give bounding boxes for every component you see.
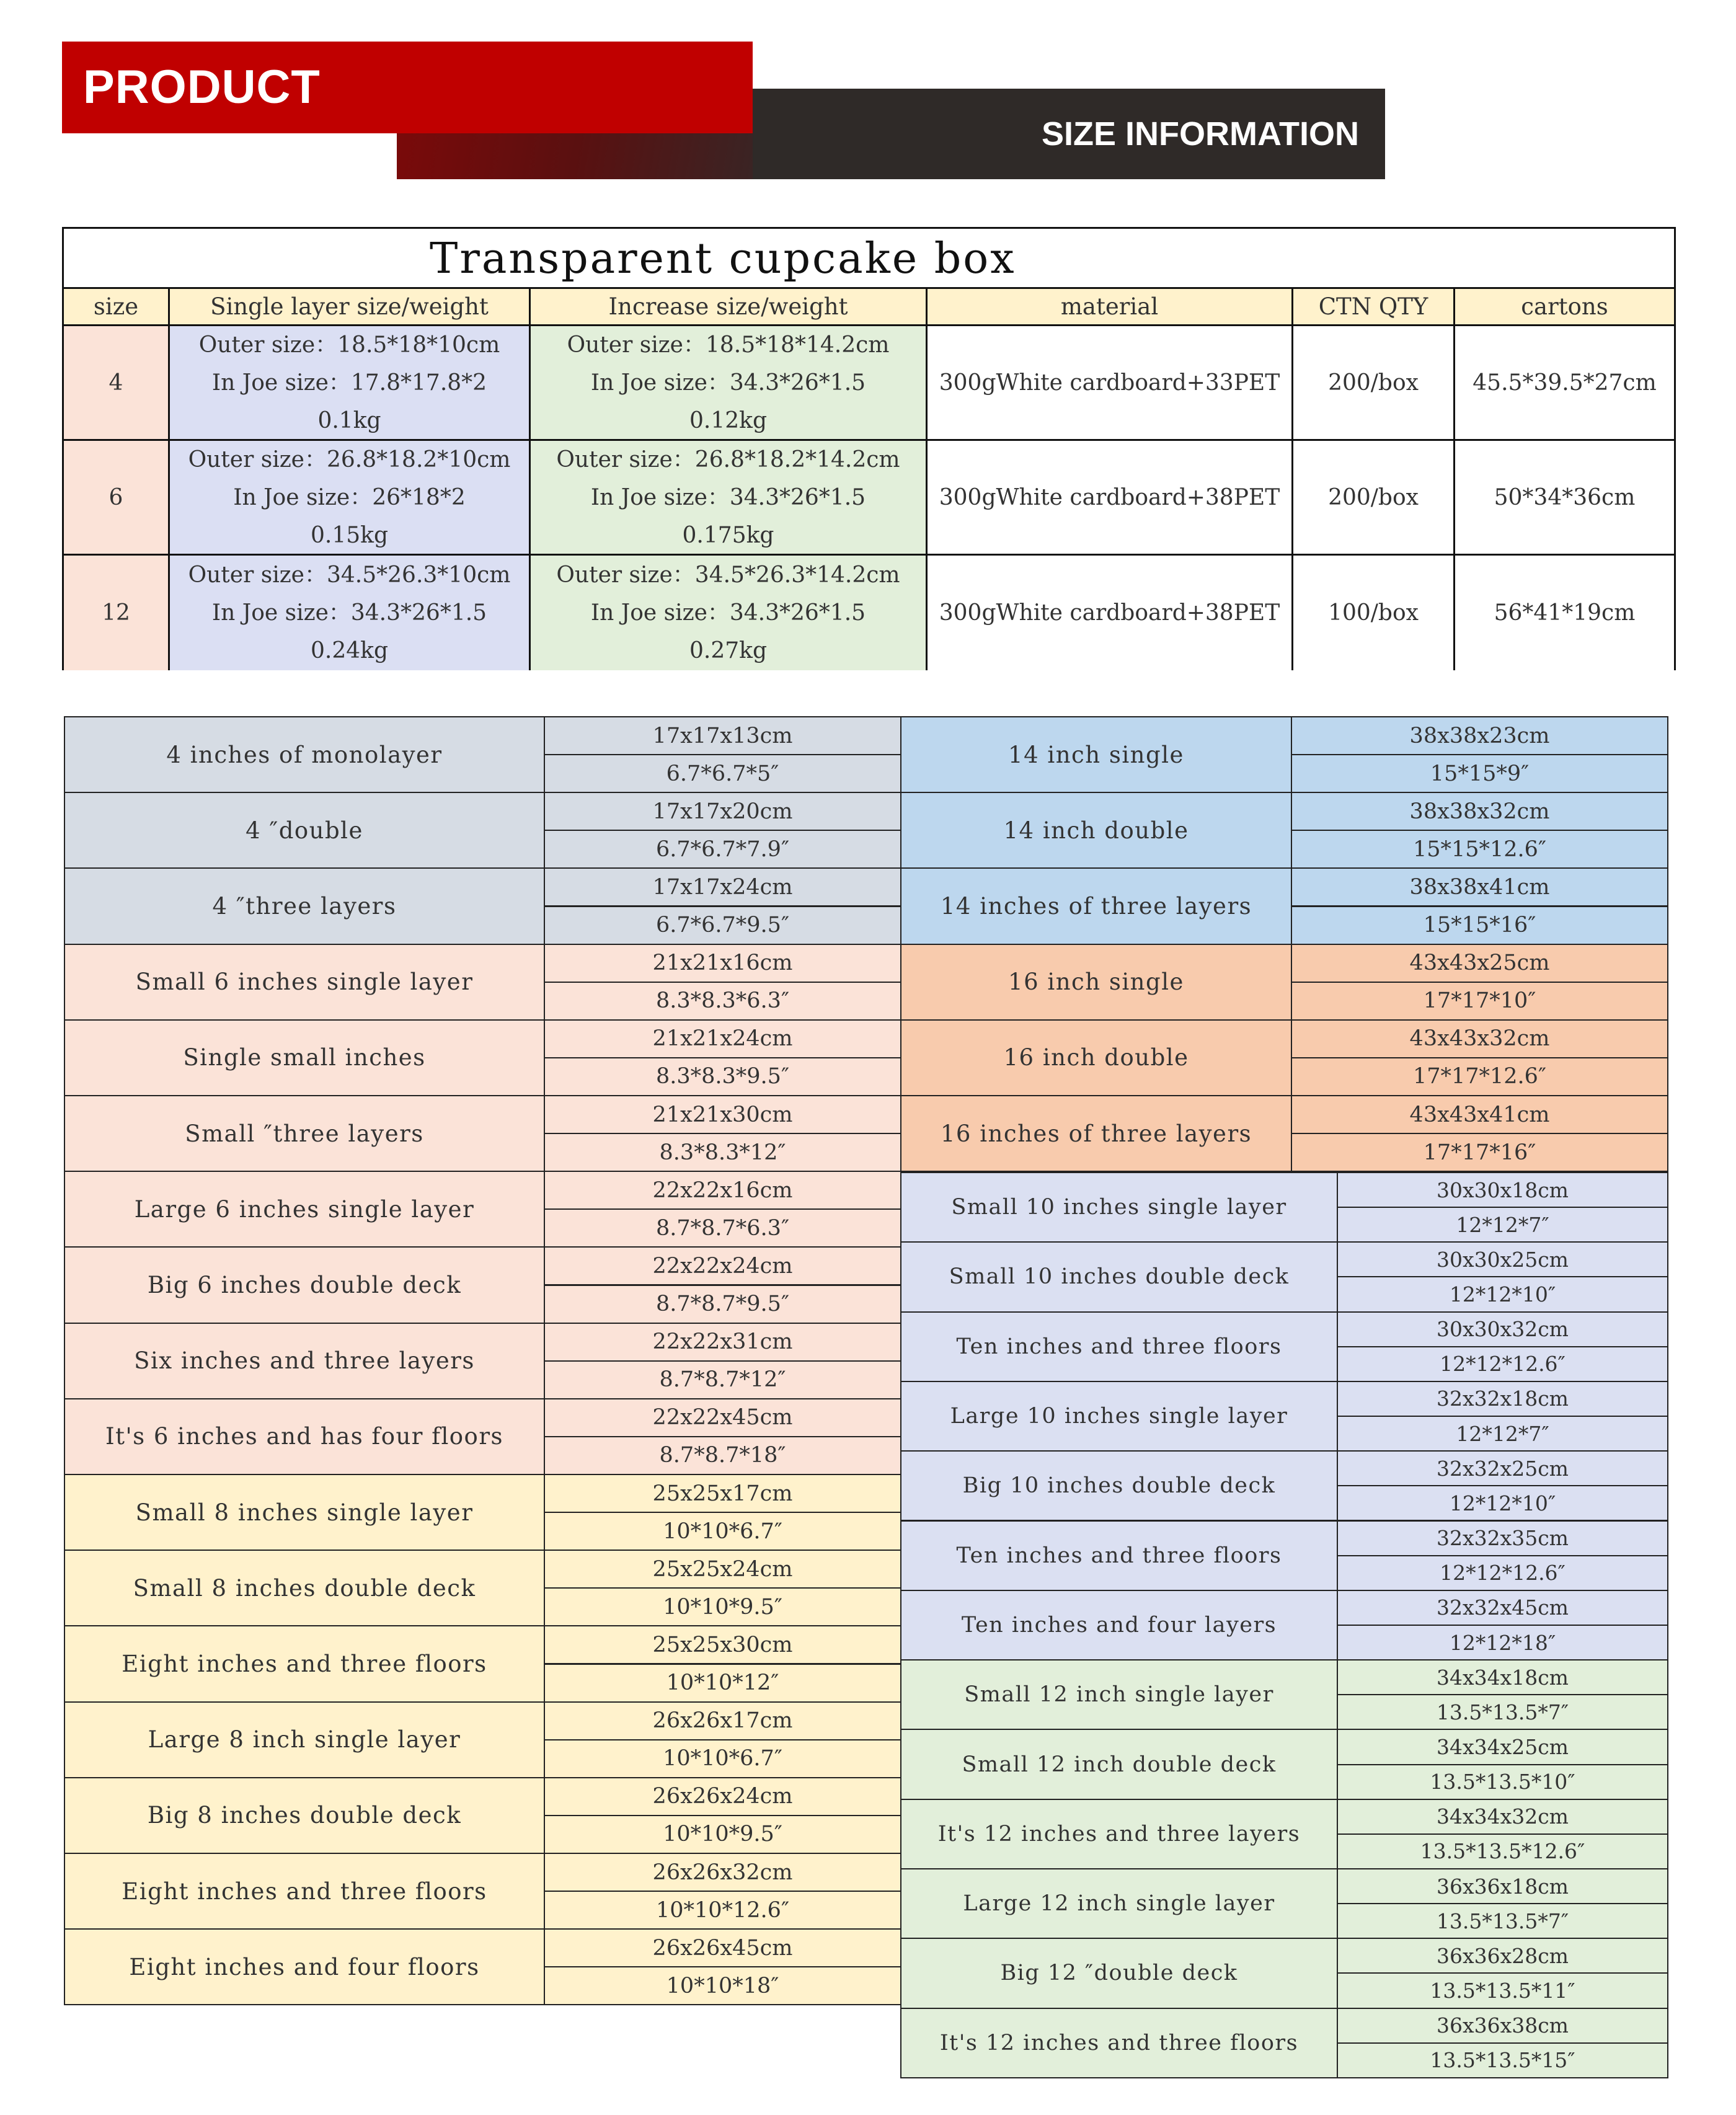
size-inch-cell: 17*17*12.6″ bbox=[1291, 1057, 1668, 1096]
size-cm-cell: 30x30x18cm bbox=[1337, 1172, 1668, 1208]
column-header-label: material bbox=[1060, 293, 1159, 320]
column-header-label: size bbox=[93, 293, 139, 320]
size-name-cell: Ten inches and four layers bbox=[900, 1590, 1338, 1661]
size-name-cell: Small 8 inches single layer bbox=[64, 1474, 545, 1551]
size-cm-cell: 43x43x25cm bbox=[1291, 944, 1668, 983]
size-inch-cell: 8.3*8.3*12″ bbox=[544, 1133, 901, 1172]
size-cell bbox=[64, 326, 170, 441]
column-header bbox=[1455, 289, 1674, 326]
size-cm-cell: 32x32x18cm bbox=[1337, 1381, 1668, 1417]
size-name-cell: Small 12 inch single layer bbox=[900, 1659, 1338, 1730]
material-value: 300gWhite cardboard+33PET bbox=[939, 370, 1280, 396]
size-name-cell: 4 inches of monolayer bbox=[64, 716, 545, 793]
size-inch-cell: 8.3*8.3*6.3″ bbox=[544, 982, 901, 1021]
size-inch-cell: 10*10*9.5″ bbox=[544, 1815, 901, 1854]
size-name-cell: Big 10 inches double deck bbox=[900, 1450, 1338, 1521]
size-inch-cell: 12*12*10″ bbox=[1337, 1485, 1668, 1521]
size-cm-cell: 36x36x18cm bbox=[1337, 1868, 1668, 1904]
size-cm-cell: 36x36x28cm bbox=[1337, 1938, 1668, 1974]
size-cm-cell: 25x25x30cm bbox=[544, 1625, 901, 1664]
material-value: 300gWhite cardboard+38PET bbox=[939, 484, 1280, 510]
size-name-cell: 14 inch single bbox=[900, 716, 1292, 793]
size-cm-cell: 22x22x31cm bbox=[544, 1323, 901, 1362]
size-name-cell: Small 6 inches single layer bbox=[64, 944, 545, 1021]
single-layer-cell bbox=[170, 441, 531, 556]
size-inch-cell: 10*10*6.7″ bbox=[544, 1739, 901, 1778]
size-name-cell: Ten inches and three floors bbox=[900, 1311, 1338, 1382]
single-layer-line: 0.1kg bbox=[317, 407, 381, 433]
size-cm-cell: 43x43x41cm bbox=[1291, 1095, 1668, 1134]
size-inch-cell: 12*12*18″ bbox=[1337, 1625, 1668, 1661]
size-inch-cell: 13.5*13.5*10″ bbox=[1337, 1764, 1668, 1800]
size-inch-cell: 10*10*12.6″ bbox=[544, 1891, 901, 1930]
size-inch-cell: 10*10*12″ bbox=[544, 1664, 901, 1703]
size-name-cell: Ten inches and three floors bbox=[900, 1520, 1338, 1591]
size-cm-cell: 32x32x35cm bbox=[1337, 1520, 1668, 1556]
size-inch-cell: 17*17*16″ bbox=[1291, 1133, 1668, 1172]
column-header bbox=[64, 289, 170, 326]
box-spec-table bbox=[62, 227, 1676, 670]
size-name-cell: Small 12 inch double deck bbox=[900, 1729, 1338, 1799]
size-name-cell: Big 8 inches double deck bbox=[64, 1777, 545, 1854]
ctn-qty-value: 100/box bbox=[1328, 600, 1419, 626]
size-value: 4 bbox=[108, 370, 123, 396]
size-cm-cell: 30x30x32cm bbox=[1337, 1311, 1668, 1347]
size-inch-cell: 10*10*9.5″ bbox=[544, 1587, 901, 1626]
size-inch-cell: 12*12*12.6″ bbox=[1337, 1555, 1668, 1591]
increase-line: In Joe size：34.3*26*1.5 bbox=[590, 600, 866, 626]
size-name-cell: 16 inches of three layers bbox=[900, 1095, 1292, 1172]
column-header bbox=[928, 289, 1293, 326]
size-name-cell: Small 8 inches double deck bbox=[64, 1550, 545, 1626]
single-layer-line: 0.24kg bbox=[310, 638, 388, 663]
size-name-cell: Big 6 inches double deck bbox=[64, 1246, 545, 1323]
size-inch-cell: 12*12*10″ bbox=[1337, 1276, 1668, 1312]
size-name-cell: Eight inches and three floors bbox=[64, 1625, 545, 1702]
size-inch-cell: 8.7*8.7*12″ bbox=[544, 1360, 901, 1399]
size-inch-cell: 8.3*8.3*9.5″ bbox=[544, 1057, 901, 1096]
ctn-qty-cell bbox=[1293, 326, 1455, 441]
size-name-cell: 16 inch double bbox=[900, 1019, 1292, 1096]
size-inch-cell: 6.7*6.7*7.9″ bbox=[544, 830, 901, 869]
single-layer-line: In Joe size：34.3*26*1.5 bbox=[211, 600, 487, 626]
material-value: 300gWhite cardboard+38PET bbox=[939, 600, 1280, 626]
size-name-cell: It's 12 inches and three floors bbox=[900, 2008, 1338, 2078]
cartons-value: 45.5*39.5*27cm bbox=[1472, 370, 1657, 396]
size-inch-cell: 6.7*6.7*5″ bbox=[544, 754, 901, 793]
size-name-cell: It's 12 inches and three layers bbox=[900, 1799, 1338, 1869]
size-name-cell: 14 inches of three layers bbox=[900, 867, 1292, 944]
size-inch-cell: 17*17*10″ bbox=[1291, 982, 1668, 1021]
increase-line: In Joe size：34.3*26*1.5 bbox=[590, 484, 866, 510]
size-name-cell: It's 6 inches and has four floors bbox=[64, 1398, 545, 1475]
size-name-cell: 4 ″three layers bbox=[64, 867, 545, 944]
size-cm-cell: 26x26x45cm bbox=[544, 1928, 901, 1967]
size-cm-cell: 17x17x24cm bbox=[544, 867, 901, 907]
size-cm-cell: 32x32x25cm bbox=[1337, 1450, 1668, 1486]
size-cm-cell: 22x22x16cm bbox=[544, 1171, 901, 1210]
size-cm-cell: 21x21x16cm bbox=[544, 944, 901, 983]
size-name-cell: 14 inch double bbox=[900, 792, 1292, 869]
size-name-cell: 4 ″double bbox=[64, 792, 545, 869]
column-header bbox=[170, 289, 531, 326]
size-name-cell: Eight inches and four floors bbox=[64, 1928, 545, 2005]
size-cm-cell: 38x38x41cm bbox=[1291, 867, 1668, 907]
size-cm-cell: 34x34x32cm bbox=[1337, 1799, 1668, 1835]
increase-line: Outer size：34.5*26.3*14.2cm bbox=[556, 562, 900, 588]
size-inch-cell: 12*12*12.6″ bbox=[1337, 1346, 1668, 1382]
increase-line: Outer size：26.8*18.2*14.2cm bbox=[556, 446, 900, 472]
size-inch-cell: 10*10*6.7″ bbox=[544, 1512, 901, 1551]
increase-line: 0.175kg bbox=[682, 522, 774, 548]
size-name-cell: Small 10 inches double deck bbox=[900, 1241, 1338, 1312]
single-layer-cell bbox=[170, 326, 531, 441]
cartons-cell bbox=[1455, 326, 1674, 441]
box-table-title: Transparent cupcake box bbox=[430, 234, 1016, 283]
column-header bbox=[531, 289, 928, 326]
size-cm-cell: 38x38x23cm bbox=[1291, 716, 1668, 755]
banner-shadow-strip bbox=[397, 133, 753, 179]
material-cell bbox=[928, 326, 1293, 441]
size-name-cell: Large 8 inch single layer bbox=[64, 1701, 545, 1778]
ctn-qty-cell bbox=[1293, 556, 1455, 670]
size-inch-cell: 10*10*18″ bbox=[544, 1966, 901, 2005]
size-inch-cell: 8.7*8.7*6.3″ bbox=[544, 1208, 901, 1248]
increase-line: Outer size：18.5*18*14.2cm bbox=[567, 332, 890, 358]
single-layer-line: In Joe size：17.8*17.8*2 bbox=[211, 370, 487, 396]
size-cm-cell: 34x34x25cm bbox=[1337, 1729, 1668, 1765]
column-header-label: CTN QTY bbox=[1318, 293, 1428, 320]
banner-title: PRODUCT bbox=[83, 61, 321, 113]
size-cm-cell: 17x17x20cm bbox=[544, 792, 901, 831]
size-name-cell: Large 10 inches single layer bbox=[900, 1381, 1338, 1452]
size-name-cell: Big 12 ″double deck bbox=[900, 1938, 1338, 2008]
size-inch-cell: 15*15*16″ bbox=[1291, 906, 1668, 945]
box-table-title-row bbox=[64, 229, 1674, 289]
size-cell bbox=[64, 556, 170, 670]
size-cm-cell: 26x26x32cm bbox=[544, 1853, 901, 1892]
size-cm-cell: 22x22x24cm bbox=[544, 1246, 901, 1285]
size-cm-cell: 17x17x13cm bbox=[544, 716, 901, 755]
size-inch-cell: 15*15*12.6″ bbox=[1291, 830, 1668, 869]
ctn-qty-value: 200/box bbox=[1328, 484, 1419, 510]
size-cm-cell: 21x21x30cm bbox=[544, 1095, 901, 1134]
single-layer-line: Outer size：26.8*18.2*10cm bbox=[188, 446, 511, 472]
increase-line: In Joe size：34.3*26*1.5 bbox=[590, 370, 866, 396]
size-value: 12 bbox=[102, 600, 130, 626]
single-layer-line: 0.15kg bbox=[310, 522, 388, 548]
size-inch-cell: 13.5*13.5*7″ bbox=[1337, 1903, 1668, 1939]
material-cell bbox=[928, 556, 1293, 670]
size-inch-cell: 12*12*7″ bbox=[1337, 1416, 1668, 1452]
size-name-cell: Single small inches bbox=[64, 1019, 545, 1096]
size-cm-cell: 26x26x17cm bbox=[544, 1701, 901, 1740]
column-header-label: cartons bbox=[1521, 293, 1608, 320]
size-name-cell: Small ″three layers bbox=[64, 1095, 545, 1172]
column-header-label: Single layer size/weight bbox=[210, 293, 489, 320]
size-cm-cell: 30x30x25cm bbox=[1337, 1241, 1668, 1277]
size-value: 6 bbox=[108, 484, 123, 510]
increase-cell bbox=[531, 556, 928, 670]
size-cm-cell: 26x26x24cm bbox=[544, 1777, 901, 1816]
single-layer-line: In Joe size：26*18*2 bbox=[233, 484, 466, 510]
banner-subtitle: SIZE INFORMATION bbox=[1042, 115, 1359, 153]
size-name-cell: Large 12 inch single layer bbox=[900, 1868, 1338, 1939]
cartons-value: 56*41*19cm bbox=[1494, 600, 1636, 626]
size-cm-cell: 22x22x45cm bbox=[544, 1398, 901, 1437]
column-header-label: Increase size/weight bbox=[608, 293, 848, 320]
size-cm-cell: 43x43x32cm bbox=[1291, 1019, 1668, 1058]
column-header bbox=[1293, 289, 1455, 326]
size-cm-cell: 21x21x24cm bbox=[544, 1019, 901, 1058]
size-inch-cell: 12*12*7″ bbox=[1337, 1207, 1668, 1243]
cartons-cell bbox=[1455, 556, 1674, 670]
increase-line: 0.27kg bbox=[689, 638, 767, 663]
single-layer-line: Outer size：34.5*26.3*10cm bbox=[188, 562, 511, 588]
ctn-qty-value: 200/box bbox=[1328, 370, 1419, 396]
cartons-cell bbox=[1455, 441, 1674, 556]
size-inch-cell: 13.5*13.5*11″ bbox=[1337, 1972, 1668, 2008]
size-cm-cell: 25x25x24cm bbox=[544, 1550, 901, 1589]
size-inch-cell: 8.7*8.7*9.5″ bbox=[544, 1285, 901, 1324]
material-cell bbox=[928, 441, 1293, 556]
size-name-cell: Small 10 inches single layer bbox=[900, 1172, 1338, 1243]
size-cell bbox=[64, 441, 170, 556]
size-name-cell: 16 inch single bbox=[900, 944, 1292, 1021]
increase-line: 0.12kg bbox=[689, 407, 767, 433]
size-cm-cell: 38x38x32cm bbox=[1291, 792, 1668, 831]
ctn-qty-cell bbox=[1293, 441, 1455, 556]
single-layer-cell bbox=[170, 556, 531, 670]
increase-cell bbox=[531, 326, 928, 441]
cartons-value: 50*34*36cm bbox=[1494, 484, 1636, 510]
size-cm-cell: 34x34x18cm bbox=[1337, 1659, 1668, 1695]
size-cm-cell: 36x36x38cm bbox=[1337, 2008, 1668, 2044]
size-inch-cell: 8.7*8.7*18″ bbox=[544, 1436, 901, 1475]
size-cm-cell: 32x32x45cm bbox=[1337, 1590, 1668, 1626]
size-inch-cell: 13.5*13.5*12.6″ bbox=[1337, 1833, 1668, 1869]
size-inch-cell: 15*15*9″ bbox=[1291, 754, 1668, 793]
size-name-cell: Large 6 inches single layer bbox=[64, 1171, 545, 1248]
size-inch-cell: 13.5*13.5*15″ bbox=[1337, 2042, 1668, 2078]
single-layer-line: Outer size：18.5*18*10cm bbox=[198, 332, 500, 358]
size-inch-cell: 6.7*6.7*9.5″ bbox=[544, 906, 901, 945]
size-name-cell: Six inches and three layers bbox=[64, 1323, 545, 1399]
increase-cell bbox=[531, 441, 928, 556]
size-inch-cell: 13.5*13.5*7″ bbox=[1337, 1694, 1668, 1730]
size-name-cell: Eight inches and three floors bbox=[64, 1853, 545, 1930]
size-cm-cell: 25x25x17cm bbox=[544, 1474, 901, 1513]
